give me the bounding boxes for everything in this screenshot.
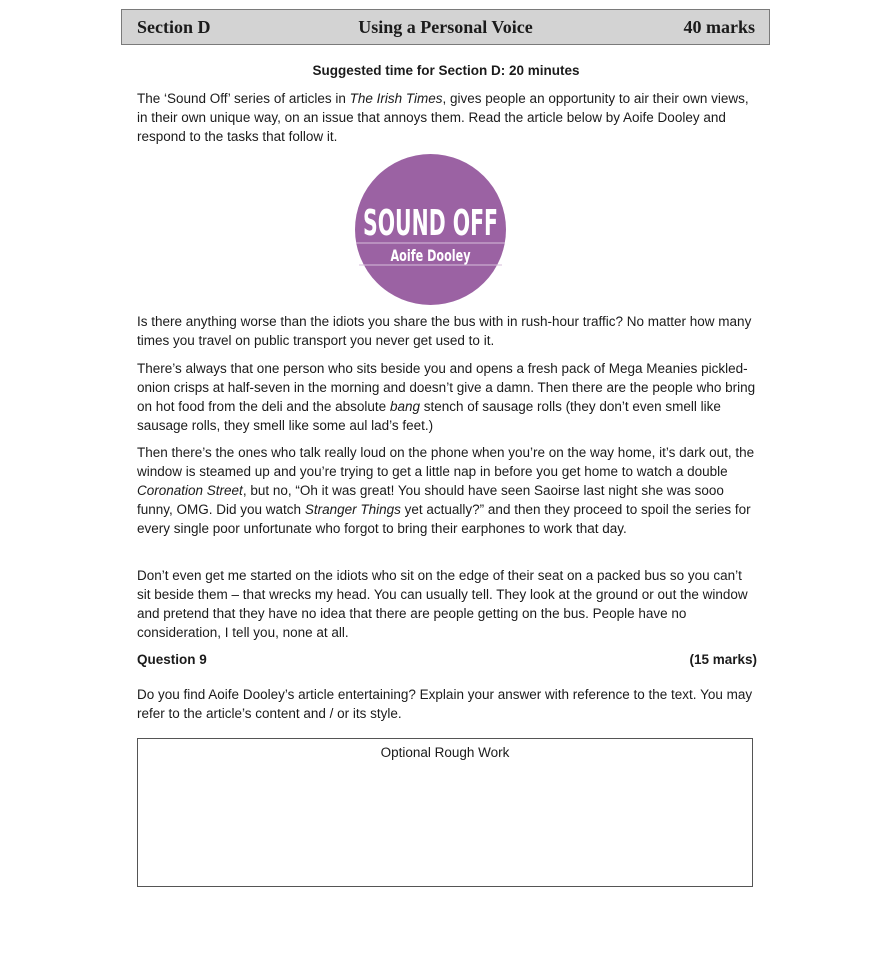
- section-header: [121, 9, 770, 45]
- question-label: Question 9: [137, 652, 207, 667]
- intro-text-1: The ‘Sound Off’ series of articles in: [137, 91, 350, 106]
- article-paragraph-4: Don’t even get me started on the idiots who sit on the edge of their seat on a packed bus so you can’t sit beside them – that wrecks my head. You can usually tell. They look at the ground or out the window and pretend that they have no idea that there are people getting on the bus. People have no consideration, I tell you, none at all.: [137, 568, 748, 640]
- question-row: [137, 652, 757, 667]
- article-paragraph-3: [137, 443, 759, 538]
- newspaper-name: The Irish Times: [349, 91, 443, 106]
- section-title: Using a Personal Voice: [358, 17, 533, 37]
- question-marks: (15 marks): [689, 652, 757, 667]
- p3-text-b: , but no, “Oh it was great! You should have seen Saoirse last night she was sooo funny, OMG. Did you watch: [137, 483, 724, 517]
- question-text: Do you find Aoife Dooley’s article entertaining? Explain your answer with reference to the text. You may refer to the article’s content and / or its style.: [137, 687, 753, 721]
- logo-author: Aoife Dooley: [390, 246, 471, 265]
- rough-work-label: Optional Rough Work: [380, 745, 510, 760]
- article-paragraph-2: [137, 359, 759, 435]
- p3-text-a: Then there’s the ones who talk really loud on the phone when you’re on the way home, it’s dark out, the window is steamed up and you’re trying to get a little nap in before you get home to watch a double: [137, 445, 755, 479]
- rough-work-box[interactable]: [137, 738, 753, 887]
- suggested-time: Suggested time for Section D: 20 minutes: [312, 63, 580, 78]
- p3-text-c: yet actually?” and then they proceed to spoil the series for every single poor unfortunate who forgot to bring their earphones to work that day.: [137, 502, 751, 536]
- p2-emphasis: bang: [389, 399, 420, 414]
- p3-emphasis-2: Stranger Things: [304, 502, 401, 517]
- p2-text-a: There’s always that one person who sits beside you and opens a fresh pack of Mega Meanies pickled-onion crisps at half-seven in the morning and doesn’t give a damn. Then there are the people who bring on hot food from the deli and the absolute: [137, 361, 756, 414]
- intro-paragraph: [137, 89, 759, 146]
- section-label: Section D: [137, 17, 211, 37]
- intro-text-2: , gives people an opportunity to air their own views, in their own unique way, on an issue that annoys them. Read the article below by Aoife Dooley and respond to the tasks that follow it.: [137, 91, 749, 144]
- p3-emphasis-1: Coronation Street: [137, 483, 243, 498]
- p2-text-b: stench of sausage rolls (they don’t even smell like sausage rolls, they smell like some aul lad’s feet.): [137, 399, 721, 433]
- logo-title: SOUND OFF: [363, 203, 498, 244]
- section-marks: 40 marks: [683, 17, 755, 37]
- article-paragraph-1: Is there anything worse than the idiots you share the bus with in rush-hour traffic? No matter how many times you travel on public transport you never get used to it.: [137, 314, 752, 348]
- sound-off-logo: [355, 154, 506, 305]
